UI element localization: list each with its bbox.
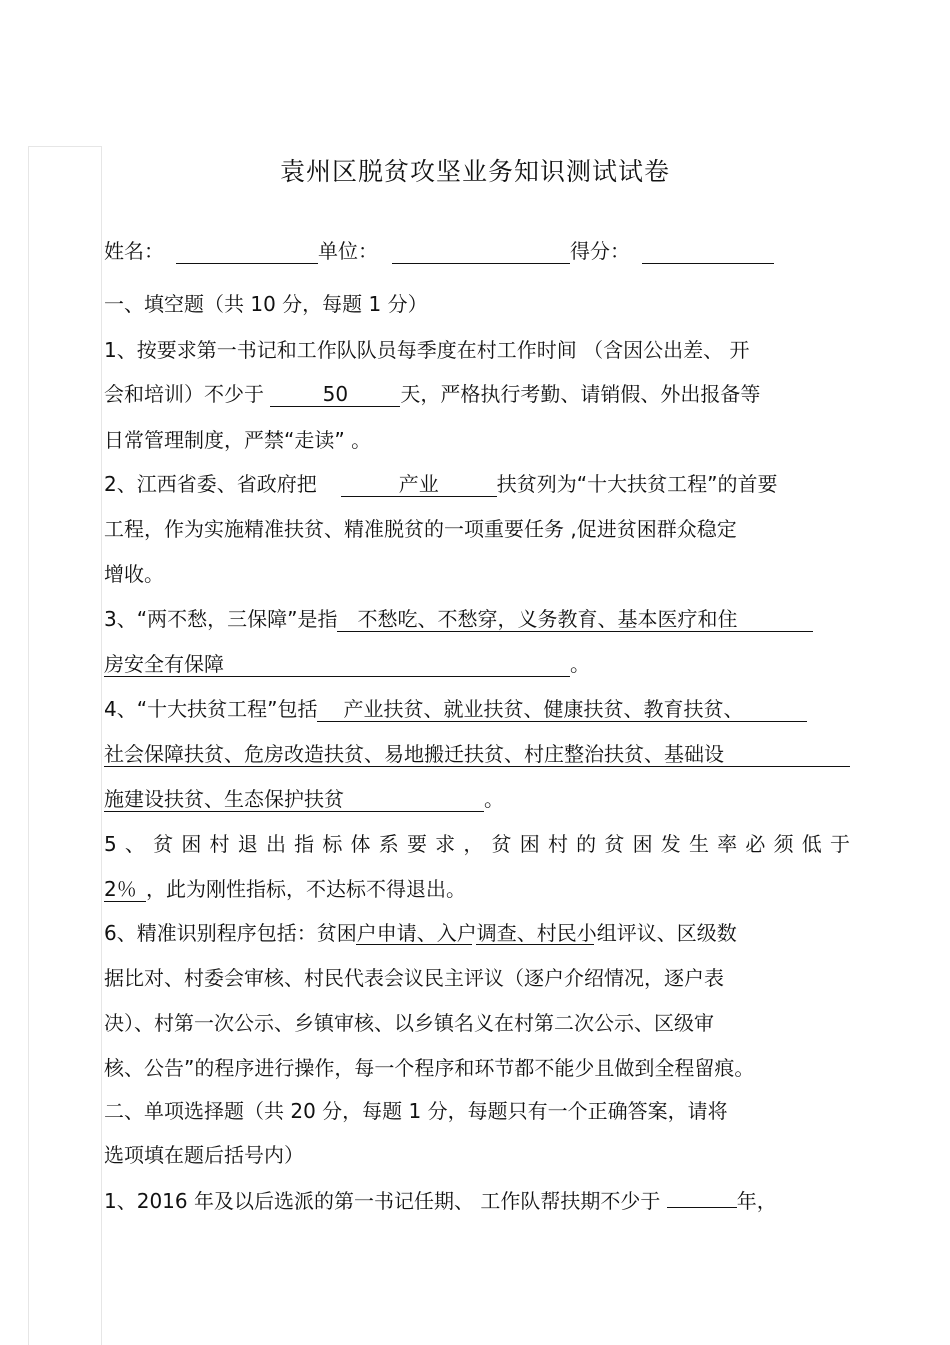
q6-underline-b [476, 944, 594, 945]
q3-line2-post: 。 [570, 652, 590, 676]
q6-line4: 核、公告”的程序进行操作，每一个程序和环节都不能少且做到全程留痕。 [104, 1056, 755, 1080]
name-blank[interactable] [176, 263, 318, 264]
s2-q1-text: 1、2016 年及以后选派的第一书记任期、 工作队帮扶期不少于 [104, 1189, 661, 1213]
q4-answer-line2[interactable]: 社会保障扶贫、危房改造扶贫、易地搬迁扶贫、村庄整治扶贫、基础设 [104, 742, 850, 767]
q4-answer-line3[interactable]: 施建设扶贫、生态保护扶贫 [104, 787, 484, 812]
q6-underline-a [356, 944, 472, 945]
section1-heading: 一、填空题（共 10 分，每题 1 分） [104, 292, 428, 316]
q1-line2 [104, 380, 760, 408]
q2-line1-pre: 2、江西省委、省政府把 [104, 472, 317, 496]
q5-line1: 5、贫困村退出指标体系要求，贫困村的贫困发生率必须低于 [104, 832, 850, 856]
q3-line1 [104, 605, 813, 633]
q3-line2 [104, 650, 590, 678]
q3-answer-line2[interactable]: 房安全有保障 [104, 652, 570, 677]
s2-q1-blank[interactable] [667, 1207, 737, 1208]
q4-line1 [104, 695, 807, 723]
unit-blank[interactable] [392, 263, 570, 264]
page-margin-border [28, 146, 102, 1345]
q3-line1-pre: 3、“两不愁，三保障”是指 [104, 607, 338, 631]
q4-line3 [104, 785, 504, 813]
q2-line1 [104, 470, 777, 498]
q3-answer-line1[interactable]: 不愁吃、不愁穿，义务教育、基本医疗和住 [337, 607, 813, 632]
q1-line1: 1、按要求第一书记和工作队队员每季度在村工作时间 （含因公出差、 开 [104, 338, 750, 362]
q4-answer-line1[interactable]: 产业扶贫、就业扶贫、健康扶贫、教育扶贫、 [317, 697, 807, 722]
q2-line2: 工程，作为实施精准扶贫、精准脱贫的一项重要任务 ,促进贫困群众稳定 [104, 517, 737, 541]
q5-answer[interactable]: 2％ [104, 877, 146, 902]
section2-heading-line1: 二、单项选择题（共 20 分，每题 1 分，每题只有一个正确答案，请将 [104, 1099, 728, 1123]
s2-q1-post: 年， [736, 1189, 777, 1213]
score-blank[interactable] [642, 263, 774, 264]
q2-answer[interactable]: 产业 [341, 472, 497, 497]
q5-line2 [104, 875, 466, 903]
page-title: 袁州区脱贫攻坚业务知识测试试卷 [279, 157, 670, 186]
s2-q1-line1 [104, 1187, 777, 1215]
name-label: 姓名： [104, 239, 164, 263]
q4-line1-pre: 4、“十大扶贫工程”包括 [104, 697, 318, 721]
unit-label: 单位： [318, 239, 378, 263]
q1-line2-pre: 会和培训）不少于 [104, 382, 264, 406]
q6-line3: 决）、村第一次公示、乡镇审核、以乡镇名义在村第二次公示、区级审 [104, 1011, 714, 1035]
q1-line3: 日常管理制度，严禁“走读” 。 [104, 428, 372, 452]
q6-line1: 6、精准识别程序包括：贫困户申请、入户调查、村民小组评议、区级数 [104, 921, 737, 945]
q4-line2 [104, 740, 850, 768]
q4-line3-post: 。 [484, 787, 504, 811]
q6-line2: 据比对、村委会审核、村民代表会议民主评议（逐户介绍情况，逐户表 [104, 966, 724, 990]
q5-line2-post: ，此为刚性指标，不达标不得退出。 [146, 877, 466, 901]
q1-answer[interactable]: 50 [270, 382, 400, 407]
header-fields [104, 237, 164, 265]
q2-line1-post: 扶贫列为“十大扶贫工程”的首要 [496, 472, 778, 496]
q2-line3: 增收。 [104, 562, 164, 586]
score-label: 得分： [570, 239, 630, 263]
section2-heading-line2: 选项填在题后括号内） [104, 1143, 304, 1167]
q1-line2-post: 天，严格执行考勤、请销假、外出报备等 [400, 382, 761, 406]
